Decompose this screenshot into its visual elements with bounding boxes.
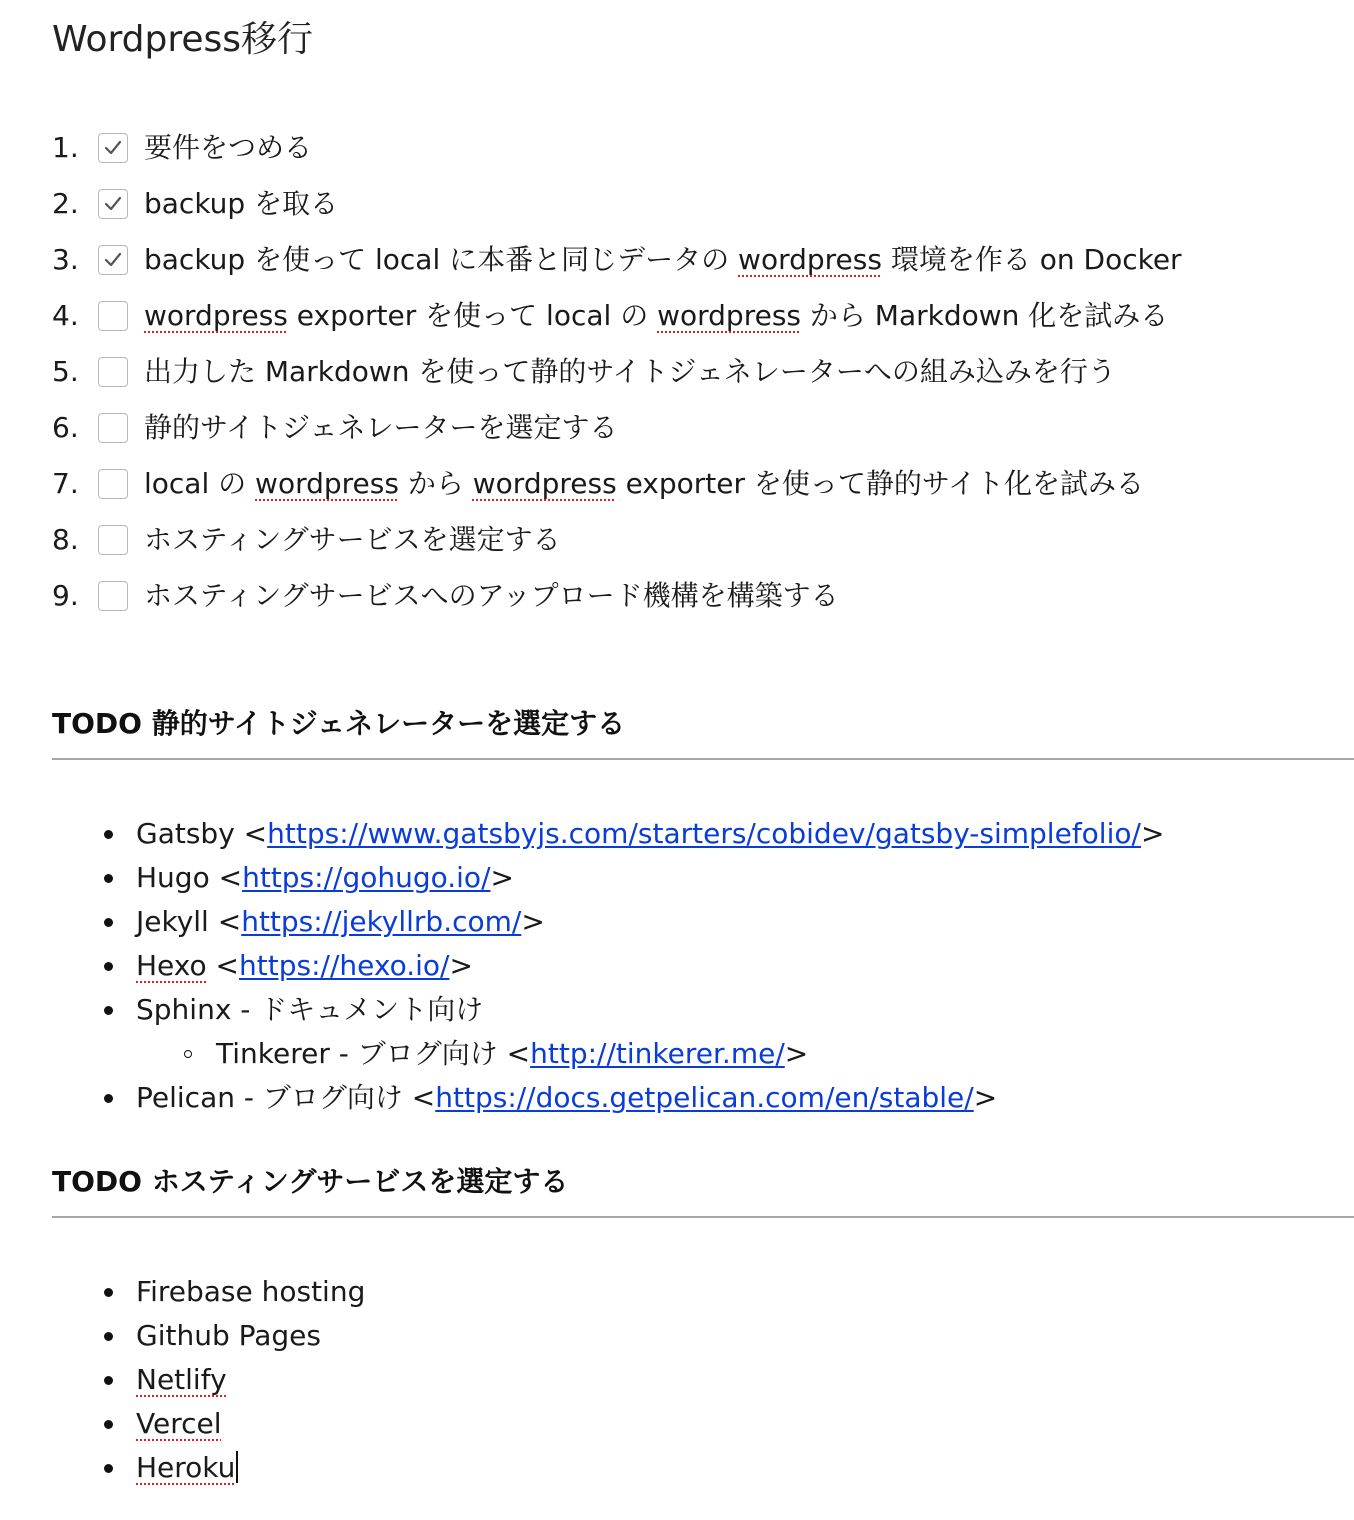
section-heading-hosting: TODO ホスティングサービスを選定する xyxy=(52,1165,569,1198)
bracket: > xyxy=(973,1081,998,1114)
spellcheck-word: Heroku xyxy=(136,1451,236,1484)
bullet-icon xyxy=(104,1094,113,1103)
task-label-part: 環境を作る on Docker xyxy=(881,243,1182,276)
task-label-part: から xyxy=(398,467,473,500)
task-label xyxy=(144,232,1182,288)
item-name: Firebase hosting xyxy=(136,1275,366,1308)
task-checkbox[interactable] xyxy=(98,469,128,499)
bullet-icon xyxy=(104,1288,113,1297)
page-title: Wordpress移行 xyxy=(52,19,314,60)
bracket: > xyxy=(490,861,514,894)
task-checkbox[interactable] xyxy=(98,581,128,611)
link[interactable]: https://jekyllrb.com/ xyxy=(241,905,522,938)
checkmark-icon xyxy=(104,140,122,156)
spellcheck-word: wordpress xyxy=(472,467,617,500)
task-checkbox[interactable] xyxy=(98,245,128,275)
bullet-icon xyxy=(104,1376,113,1385)
task-checkbox[interactable] xyxy=(98,413,128,443)
checkmark-icon xyxy=(104,196,122,212)
task-number: 7. xyxy=(52,467,79,500)
bracket: < xyxy=(206,949,240,982)
link[interactable]: https://docs.getpelican.com/en/stable/ xyxy=(435,1081,974,1114)
bullet-icon xyxy=(104,1332,113,1341)
bullet-icon xyxy=(104,918,113,927)
task-number: 8. xyxy=(52,523,79,556)
spellcheck-word: wordpress xyxy=(657,299,801,332)
task-number: 2. xyxy=(52,187,79,220)
link[interactable]: http://tinkerer.me/ xyxy=(530,1037,785,1070)
item-name: Hugo < xyxy=(136,861,243,894)
task-label-part: backup を使って local に本番と同じデータの xyxy=(144,243,739,276)
hollow-bullet-icon xyxy=(184,1050,192,1058)
bullet-icon xyxy=(104,1420,113,1429)
spellcheck-word: Hexo xyxy=(136,949,207,982)
item-name: Github Pages xyxy=(136,1319,321,1352)
task-number: 5. xyxy=(52,355,79,388)
bracket: > xyxy=(449,949,473,982)
task-label-part: local の xyxy=(144,467,256,500)
task-checkbox[interactable] xyxy=(98,357,128,387)
task-label: 静的サイトジェネレーターを選定する xyxy=(144,411,618,444)
task-checkbox[interactable] xyxy=(98,301,128,331)
task-number: 6. xyxy=(52,411,79,444)
section-heading-ssg: TODO 静的サイトジェネレーターを選定する xyxy=(52,707,626,740)
checkmark-icon xyxy=(104,252,122,268)
task-number: 4. xyxy=(52,299,79,332)
bullet-icon xyxy=(104,1006,113,1015)
text-cursor xyxy=(236,1451,238,1483)
item-name: Gatsby < xyxy=(136,817,268,850)
section-divider xyxy=(52,758,1354,760)
task-label-part: exporter を使って local の xyxy=(287,299,658,332)
bracket: > xyxy=(784,1037,809,1070)
link[interactable]: https://www.gatsbyjs.com/starters/cobidev/gatsby-simplefolio/ xyxy=(267,817,1141,850)
task-number: 9. xyxy=(52,579,79,612)
task-label: 出力した Markdown を使って静的サイトジェネレーターへの組み込みを行う xyxy=(144,355,1116,388)
link[interactable]: https://hexo.io/ xyxy=(239,949,450,982)
task-checkbox[interactable] xyxy=(98,133,128,163)
item-name: Pelican - ブログ向け < xyxy=(136,1081,436,1114)
bracket: > xyxy=(1140,817,1165,850)
task-number: 3. xyxy=(52,243,79,276)
task-checkbox[interactable] xyxy=(98,525,128,555)
spellcheck-word: Vercel xyxy=(136,1407,222,1440)
bullet-icon xyxy=(104,830,113,839)
spellcheck-word: wordpress xyxy=(144,299,288,332)
bracket: > xyxy=(521,905,545,938)
task-label xyxy=(144,288,1168,344)
task-checkbox[interactable] xyxy=(98,189,128,219)
task-label-part: exporter を使って静的サイト化を試みる xyxy=(616,467,1144,500)
task-number: 1. xyxy=(52,131,79,164)
bullet-icon xyxy=(104,962,113,971)
item-name: Tinkerer - ブログ向け < xyxy=(216,1037,531,1070)
task-label: ホスティングサービスへのアップロード機構を構築する xyxy=(144,579,839,612)
spellcheck-word: wordpress xyxy=(255,467,399,500)
task-label: backup を取る xyxy=(144,187,339,220)
task-label xyxy=(144,456,1144,512)
item-name: Jekyll < xyxy=(136,905,242,938)
link[interactable]: https://gohugo.io/ xyxy=(242,861,491,894)
task-label-part: から Markdown 化を試みる xyxy=(801,299,1169,332)
spellcheck-word: wordpress xyxy=(738,243,882,276)
item-name: Sphinx - ドキュメント向け xyxy=(136,993,484,1026)
bullet-icon xyxy=(104,1464,113,1473)
section-divider xyxy=(52,1216,1354,1218)
spellcheck-word: Netlify xyxy=(136,1363,227,1396)
task-label: 要件をつめる xyxy=(144,131,313,164)
bullet-icon xyxy=(104,874,113,883)
task-label: ホスティングサービスを選定する xyxy=(144,523,561,556)
